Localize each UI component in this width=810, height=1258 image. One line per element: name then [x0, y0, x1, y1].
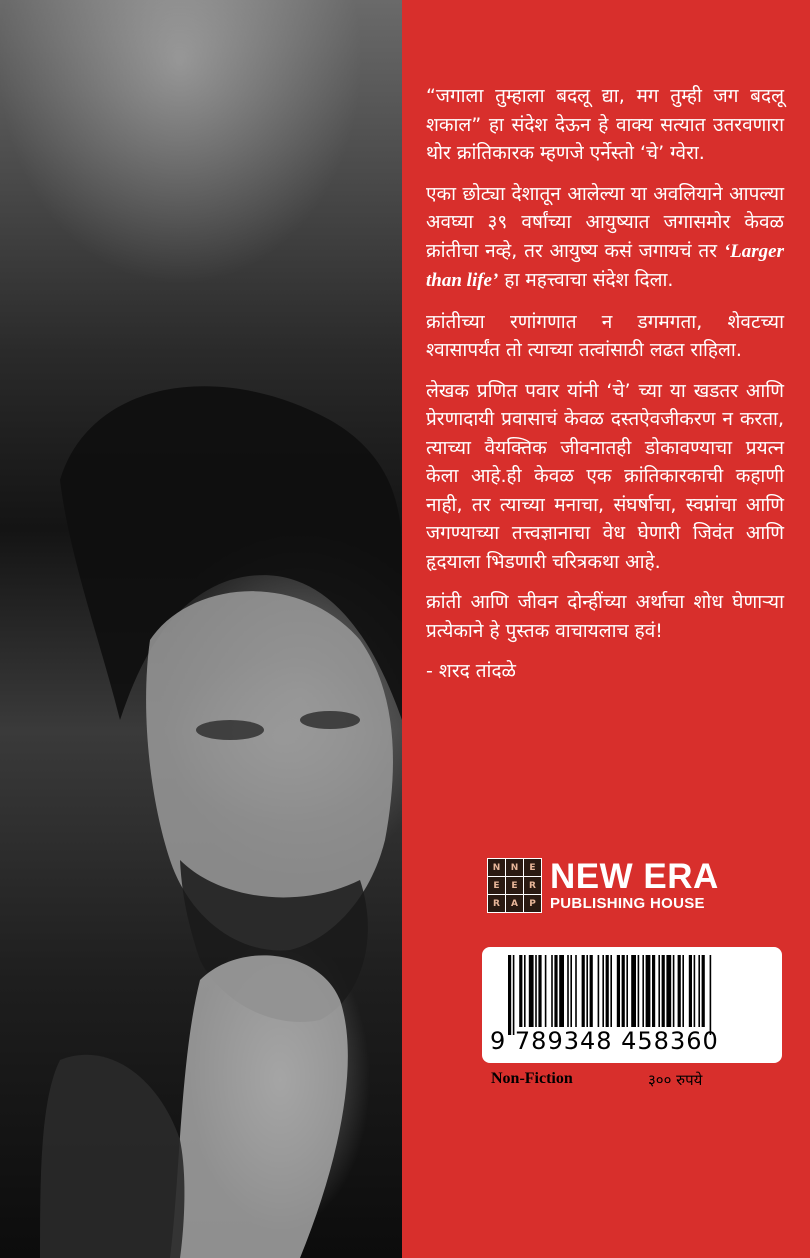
barcode-bar [658, 955, 660, 1027]
barcode-bar [529, 955, 534, 1027]
logo-cell: E [524, 859, 541, 876]
barcode-bar [575, 955, 577, 1027]
logo-cell: E [488, 877, 505, 894]
barcode-bar [602, 955, 604, 1027]
blurb-text [426, 82, 784, 698]
barcode-bar [598, 955, 600, 1027]
barcode-bar [662, 955, 665, 1027]
barcode-bar [622, 955, 625, 1027]
barcode-bar [610, 955, 612, 1027]
barcode-bar [689, 955, 692, 1027]
barcode-bar [590, 955, 593, 1027]
barcode-bar [535, 955, 537, 1027]
barcode-bar [710, 955, 712, 1035]
blurb-paragraph-2-text-a: एका छोट्या देशातून आलेल्या या अवलियाने आपल्या अवघ्या ३९ वर्षांच्या आयुष्यात जगासमोर केवळ क्रांतीचा नव्हे, तर आयुष्य कसं जगायचं तर [426, 182, 784, 262]
blurb-paragraph-2 [426, 180, 784, 296]
barcode-bar [617, 955, 620, 1027]
publisher-logo [487, 858, 719, 913]
portrait-silhouette [0, 0, 402, 1258]
barcode-bar [513, 955, 515, 1035]
blurb-paragraph-2-text-b: हा महत्त्वाचा संदेश दिला. [498, 269, 674, 291]
blurb-paragraph-4: लेखक प्रणित पवार यांनी ‘चे’ च्या या खडतर आणि प्रेरणादायी प्रवासाचं केवळ दस्तऐवजीकरण न करता, त्याच्या वैयक्तिक जीवनातही डोकावण्याचा प्रयत्न केला आहे.ही केवळ एक क्रांतिकारकाची कहाणी नाही, तर त्याच्या मनाचा, संघर्षाचा, स्वप्नांचा आणि जगण्याच्या तत्त्वज्ञानाचा वेध घेणारी जिवंत आणि हृदयाला भिडणारी चरित्रकथा आहे. [426, 379, 784, 573]
blurb-paragraph-5: क्रांती आणि जीवन दोन्हींच्या अर्थाचा शोध घेणाऱ्या प्रत्येकाने हे पुस्तक वाचायलाच हवं! [426, 591, 784, 642]
barcode-bar [545, 955, 547, 1027]
barcode-bar [678, 955, 681, 1027]
barcode-bar [554, 955, 557, 1027]
barcode-bar [559, 955, 564, 1027]
logo-cell: R [488, 895, 505, 912]
publisher-subtitle: PUBLISHING HOUSE [550, 894, 705, 912]
barcode-bar [652, 955, 655, 1027]
barcode-bar [638, 955, 640, 1027]
barcode-bar [702, 955, 705, 1027]
blurb-paragraph-1: “जगाला तुम्हाला बदलू द्या, मग तुम्ही जग बदलू शकाल” हा संदेश देऊन हे वाक्य सत्यात उतरवणारा थोर क्रांतिकारक म्हणजे एर्नेस्तो ‘चे’ ग्वेरा. [426, 85, 784, 164]
barcode-bar [519, 955, 522, 1027]
isbn-number: 9 789348 458360 [490, 1027, 719, 1055]
barcode-bar [570, 955, 572, 1027]
logo-cell: N [506, 859, 523, 876]
blurb-emphasis: ‘Larger than life’ [426, 240, 784, 291]
blurb-signature: - शरद तांदळे [426, 660, 516, 682]
barcode-bar [646, 955, 651, 1027]
logo-cell: A [506, 895, 523, 912]
barcode-bar [642, 955, 644, 1027]
barcode-bar [682, 955, 684, 1027]
publisher-name: NEW ERA [550, 856, 719, 896]
barcode-bar [551, 955, 553, 1027]
genre-label: Non-Fiction [491, 1070, 573, 1087]
barcode-bar [698, 955, 700, 1027]
price-label: ३०० रुपये [648, 1071, 703, 1089]
logo-cell: N [488, 859, 505, 876]
barcode-bar [626, 955, 628, 1027]
logo-cell: P [524, 895, 541, 912]
barcode-bar [538, 955, 541, 1027]
isbn-barcode [482, 947, 782, 1063]
barcode-bar [606, 955, 609, 1027]
barcode-bar [586, 955, 588, 1027]
publisher-logo-mark [487, 858, 542, 913]
barcode-bar [694, 955, 696, 1027]
barcode-bar [673, 955, 675, 1027]
portrait-photo [0, 0, 402, 1258]
publisher-text [550, 856, 719, 913]
barcode-bar [631, 955, 636, 1027]
barcode-bar [567, 955, 569, 1027]
logo-cell: R [524, 877, 541, 894]
barcode-bar [582, 955, 585, 1027]
blurb-paragraph-3: क्रांतीच्या रणांगणात न डगमगता, शेवटच्या श्वासापर्यंत तो त्याच्या तत्वांसाठी लढत राहिला. [426, 310, 784, 361]
logo-cell: E [506, 877, 523, 894]
barcode-bar [524, 955, 526, 1027]
barcode-bar [666, 955, 671, 1027]
barcode-bar [508, 955, 511, 1035]
